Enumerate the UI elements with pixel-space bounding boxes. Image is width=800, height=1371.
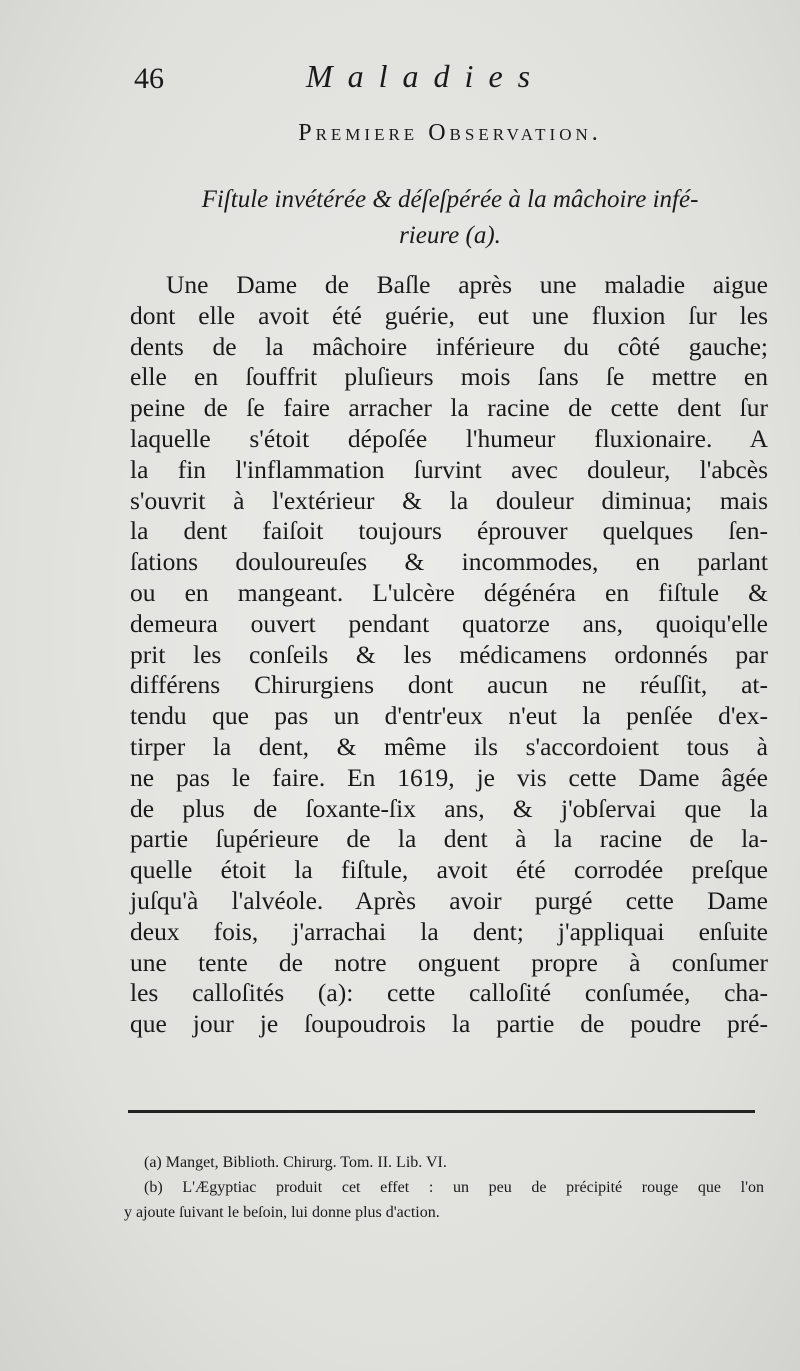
text-line: elle en ſouffrit pluſieurs mois ſans ſe mettre en [130, 362, 768, 392]
text-line: laquelle s'étoit dépoſée l'humeur fluxionaire. A [130, 423, 768, 453]
subtitle-line: Fiſtule invétérée & déſeſpérée à la mâchoire infé- [201, 186, 699, 213]
text-line: ſations douloureuſes & incommodes, en parlant [130, 547, 768, 577]
text-line: demeura ouvert pendant quatorze ans, quoiqu'elle [130, 608, 768, 638]
footnote-line: (b) L'Ægyptiac produit cet effet : un peu de précipité rouge que l'on [144, 1179, 764, 1196]
text-line: dont elle avoit été guérie, eut une fluxion ſur les [130, 300, 768, 330]
text-line: partie ſupérieure de la dent à la racine de la- [130, 824, 768, 854]
text-line: les calloſités (a): cette calloſité conſumée, cha- [130, 978, 768, 1008]
running-title: Maladies [306, 58, 546, 94]
section-subtitle [130, 182, 770, 254]
text-line: dents de la mâchoire inférieure du côté gauche; [130, 331, 768, 361]
footnote-divider [128, 1110, 755, 1113]
body-text [130, 270, 768, 1040]
footnotes [124, 1150, 764, 1225]
text-line: quelle étoit la fiſtule, avoit été corrodée preſque [130, 855, 768, 885]
footnote-line: y ajoute ſuivant le beſoin, lui donne plus d'action. [124, 1204, 440, 1221]
text-line: deux fois, j'arrachai la dent; j'appliquai enſuite [130, 916, 768, 946]
footnote-line: (a) Manget, Biblioth. Chirurg. Tom. II. Lib. VI. [144, 1154, 447, 1171]
text-line: juſqu'à l'alvéole. Après avoir purgé cette Dame [130, 885, 768, 915]
text-line: de plus de ſoxante-ſix ans, & j'obſervai que la [130, 793, 768, 823]
text-line: la dent faiſoit toujours éprouver quelques ſen- [130, 516, 768, 546]
text-line: différens Chirurgiens dont aucun ne réuſſit, at- [130, 670, 768, 700]
page-header [130, 58, 770, 98]
text-line: ne pas le faire. En 1619, je vis cette Dame âgée [130, 762, 768, 792]
subtitle-line: rieure (a). [399, 222, 501, 249]
text-line: peine de ſe faire arracher la racine de cette dent ſur [130, 393, 768, 423]
page-number: 46 [134, 62, 164, 95]
text-line: une tente de notre onguent propre à conſumer [130, 947, 768, 977]
text-line: que jour je ſoupoudrois la partie de poudre pré- [130, 1009, 768, 1039]
text-line: prit les conſeils & les médicamens ordonnés par [130, 639, 768, 669]
section-title: Premiere Observation. [298, 120, 602, 146]
text-line: la fin l'inflammation ſurvint avec douleur, l'abcès [130, 454, 768, 484]
text-line: ou en mangeant. L'ulcère dégénéra en fiſtule & [130, 577, 768, 607]
text-line: tendu que pas un d'entr'eux n'eut la penſée d'ex- [130, 701, 768, 731]
text-line: tirper la dent, & même ils s'accordoient tous à [130, 731, 768, 761]
text-line: Une Dame de Baſle après une maladie aigue [166, 270, 768, 299]
text-line: s'ouvrit à l'extérieur & la douleur diminua; mais [130, 485, 768, 515]
